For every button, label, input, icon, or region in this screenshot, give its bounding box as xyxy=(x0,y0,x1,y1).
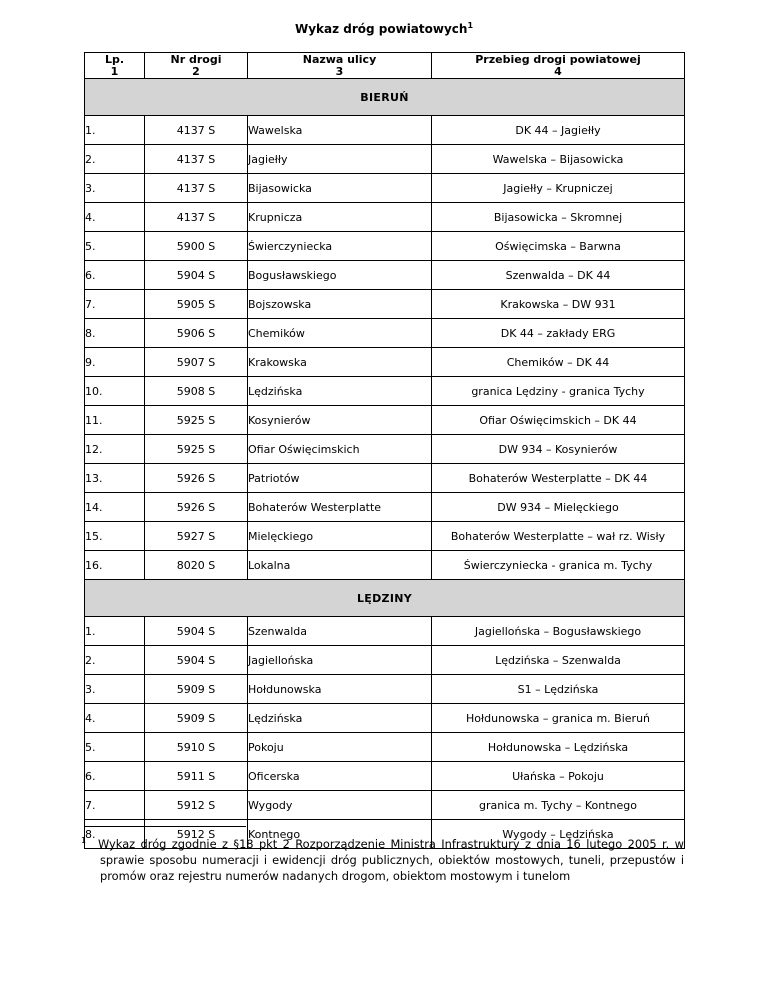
cell-lp: 7. xyxy=(85,791,145,820)
cell-przebieg: Wygody – Lędzińska xyxy=(432,820,685,849)
cell-przebieg: Jagiellońska – Bogusławskiego xyxy=(432,617,685,646)
table-row xyxy=(85,617,685,646)
cell-przebieg: DW 934 – Mielęckiego xyxy=(432,493,685,522)
cell-nazwa-ulicy: Oficerska xyxy=(248,762,432,791)
cell-przebieg: Oświęcimska – Barwna xyxy=(432,232,685,261)
table-row xyxy=(85,435,685,464)
cell-przebieg: Ułańska – Pokoju xyxy=(432,762,685,791)
footnote-number: 1 xyxy=(81,836,87,845)
cell-nazwa-ulicy: Patriotów xyxy=(248,464,432,493)
cell-nazwa-ulicy: Lędzińska xyxy=(248,377,432,406)
cell-nazwa-ulicy: Świerczyniecka xyxy=(248,232,432,261)
cell-nr-drogi: 5925 S xyxy=(145,406,248,435)
section-title: LĘDZINY xyxy=(85,580,685,617)
cell-nazwa-ulicy: Krakowska xyxy=(248,348,432,377)
section-title: BIERUŃ xyxy=(85,79,685,116)
cell-nr-drogi: 4137 S xyxy=(145,203,248,232)
table-row xyxy=(85,464,685,493)
cell-nazwa-ulicy: Bijasowicka xyxy=(248,174,432,203)
table-row xyxy=(85,733,685,762)
cell-lp: 4. xyxy=(85,203,145,232)
cell-przebieg: Bohaterów Westerplatte – DK 44 xyxy=(432,464,685,493)
table-row xyxy=(85,522,685,551)
cell-lp: 8. xyxy=(85,319,145,348)
table-row xyxy=(85,704,685,733)
table-row xyxy=(85,675,685,704)
cell-nr-drogi: 5926 S xyxy=(145,464,248,493)
cell-nr-drogi: 5926 S xyxy=(145,493,248,522)
section-row xyxy=(85,580,685,617)
cell-nr-drogi: 5911 S xyxy=(145,762,248,791)
table-row xyxy=(85,348,685,377)
cell-przebieg: DW 934 – Kosynierów xyxy=(432,435,685,464)
cell-przebieg: Chemików – DK 44 xyxy=(432,348,685,377)
cell-nazwa-ulicy: Mielęckiego xyxy=(248,522,432,551)
table-row xyxy=(85,646,685,675)
cell-lp: 9. xyxy=(85,348,145,377)
cell-lp: 1. xyxy=(85,617,145,646)
cell-nr-drogi: 5927 S xyxy=(145,522,248,551)
cell-lp: 2. xyxy=(85,145,145,174)
roads-table xyxy=(84,52,685,849)
cell-nazwa-ulicy: Bogusławskiego xyxy=(248,261,432,290)
table-row xyxy=(85,319,685,348)
cell-nr-drogi: 5904 S xyxy=(145,617,248,646)
cell-lp: 3. xyxy=(85,174,145,203)
document-title xyxy=(0,22,768,36)
cell-lp: 16. xyxy=(85,551,145,580)
cell-lp: 7. xyxy=(85,290,145,319)
table-row xyxy=(85,203,685,232)
cell-nazwa-ulicy: Lędzińska xyxy=(248,704,432,733)
header-row xyxy=(85,53,685,79)
column-header-nazwa-ulicy: Nazwa ulicy 3 xyxy=(248,53,432,79)
cell-nr-drogi: 5909 S xyxy=(145,675,248,704)
table-row xyxy=(85,493,685,522)
cell-lp: 5. xyxy=(85,232,145,261)
cell-przebieg: Wawelska – Bijasowicka xyxy=(432,145,685,174)
cell-nazwa-ulicy: Wawelska xyxy=(248,116,432,145)
table-row xyxy=(85,261,685,290)
column-header-przebieg: Przebieg drogi powiatowej 4 xyxy=(432,53,685,79)
table-row xyxy=(85,290,685,319)
cell-nazwa-ulicy: Chemików xyxy=(248,319,432,348)
cell-nazwa-ulicy: Bohaterów Westerplatte xyxy=(248,493,432,522)
cell-nr-drogi: 5904 S xyxy=(145,646,248,675)
table-row xyxy=(85,174,685,203)
cell-nazwa-ulicy: Krupnicza xyxy=(248,203,432,232)
column-header-nr-drogi: Nr drogi 2 xyxy=(145,53,248,79)
cell-nazwa-ulicy: Bojszowska xyxy=(248,290,432,319)
table-row xyxy=(85,406,685,435)
cell-przebieg: Jagiełły – Krupniczej xyxy=(432,174,685,203)
title-footnote-ref: 1 xyxy=(467,21,474,30)
cell-przebieg: S1 – Lędzińska xyxy=(432,675,685,704)
table-row xyxy=(85,377,685,406)
cell-przebieg: Ofiar Oświęcimskich – DK 44 xyxy=(432,406,685,435)
table-body xyxy=(85,79,685,849)
cell-lp: 1. xyxy=(85,116,145,145)
table-row xyxy=(85,145,685,174)
cell-nr-drogi: 4137 S xyxy=(145,174,248,203)
cell-nr-drogi: 4137 S xyxy=(145,116,248,145)
cell-lp: 5. xyxy=(85,733,145,762)
cell-lp: 15. xyxy=(85,522,145,551)
cell-nazwa-ulicy: Kosynierów xyxy=(248,406,432,435)
cell-lp: 11. xyxy=(85,406,145,435)
cell-nazwa-ulicy: Pokoju xyxy=(248,733,432,762)
cell-nazwa-ulicy: Lokalna xyxy=(248,551,432,580)
cell-nr-drogi: 5907 S xyxy=(145,348,248,377)
cell-nr-drogi: 5912 S xyxy=(145,791,248,820)
cell-przebieg: Hołdunowska – granica m. Bieruń xyxy=(432,704,685,733)
table-row xyxy=(85,762,685,791)
cell-przebieg: Bohaterów Westerplatte – wał rz. Wisły xyxy=(432,522,685,551)
cell-nr-drogi: 8020 S xyxy=(145,551,248,580)
cell-przebieg: Świerczyniecka - granica m. Tychy xyxy=(432,551,685,580)
cell-lp: 4. xyxy=(85,704,145,733)
cell-lp: 14. xyxy=(85,493,145,522)
cell-lp: 6. xyxy=(85,762,145,791)
cell-lp: 12. xyxy=(85,435,145,464)
cell-przebieg: Hołdunowska – Lędzińska xyxy=(432,733,685,762)
cell-nazwa-ulicy: Szenwalda xyxy=(248,617,432,646)
cell-przebieg: Szenwalda – DK 44 xyxy=(432,261,685,290)
cell-lp: 13. xyxy=(85,464,145,493)
cell-nr-drogi: 5905 S xyxy=(145,290,248,319)
cell-nazwa-ulicy: Hołdunowska xyxy=(248,675,432,704)
column-header-lp: Lp. 1 xyxy=(85,53,145,79)
cell-przebieg: granica Lędziny - granica Tychy xyxy=(432,377,685,406)
cell-nr-drogi: 5906 S xyxy=(145,319,248,348)
cell-nr-drogi: 5925 S xyxy=(145,435,248,464)
cell-nr-drogi: 5910 S xyxy=(145,733,248,762)
cell-nr-drogi: 5900 S xyxy=(145,232,248,261)
cell-przebieg: DK 44 – zakłady ERG xyxy=(432,319,685,348)
table-row xyxy=(85,232,685,261)
table-row xyxy=(85,791,685,820)
cell-nr-drogi: 5909 S xyxy=(145,704,248,733)
cell-lp: 2. xyxy=(85,646,145,675)
cell-nr-drogi: 4137 S xyxy=(145,145,248,174)
footnote xyxy=(81,836,684,884)
title-text: Wykaz dróg powiatowych xyxy=(294,22,468,36)
table-row xyxy=(85,551,685,580)
cell-lp: 8. xyxy=(85,820,145,849)
cell-przebieg: DK 44 – Jagiełły xyxy=(432,116,685,145)
cell-nazwa-ulicy: Jagiełły xyxy=(248,145,432,174)
cell-nr-drogi: 5904 S xyxy=(145,261,248,290)
cell-przebieg: Bijasowicka – Skromnej xyxy=(432,203,685,232)
cell-nr-drogi: 5908 S xyxy=(145,377,248,406)
cell-nazwa-ulicy: Kontnego xyxy=(248,820,432,849)
cell-nazwa-ulicy: Jagiellońska xyxy=(248,646,432,675)
cell-nr-drogi: 5912 S xyxy=(145,820,248,849)
cell-lp: 3. xyxy=(85,675,145,704)
cell-przebieg: Lędzińska – Szenwalda xyxy=(432,646,685,675)
cell-przebieg: Krakowska – DW 931 xyxy=(432,290,685,319)
cell-przebieg: granica m. Tychy – Kontnego xyxy=(432,791,685,820)
cell-lp: 6. xyxy=(85,261,145,290)
footnote-separator xyxy=(84,826,246,827)
cell-nazwa-ulicy: Ofiar Oświęcimskich xyxy=(248,435,432,464)
table-row xyxy=(85,116,685,145)
footnote-text: Wykaz dróg zgodnie z §18 pkt 2 Rozporządzenie Ministra Infrastruktury z dnia 16 lutego 2005 r. w sprawie sposobu numeracji i ewidencji dróg publicznych, obiektów mostowych, tuneli, przepustów i promów oraz rejestru numerów nadanych drogom, obiektom mostowym i tunelom xyxy=(98,837,684,883)
section-row xyxy=(85,79,685,116)
cell-nazwa-ulicy: Wygody xyxy=(248,791,432,820)
cell-lp: 10. xyxy=(85,377,145,406)
